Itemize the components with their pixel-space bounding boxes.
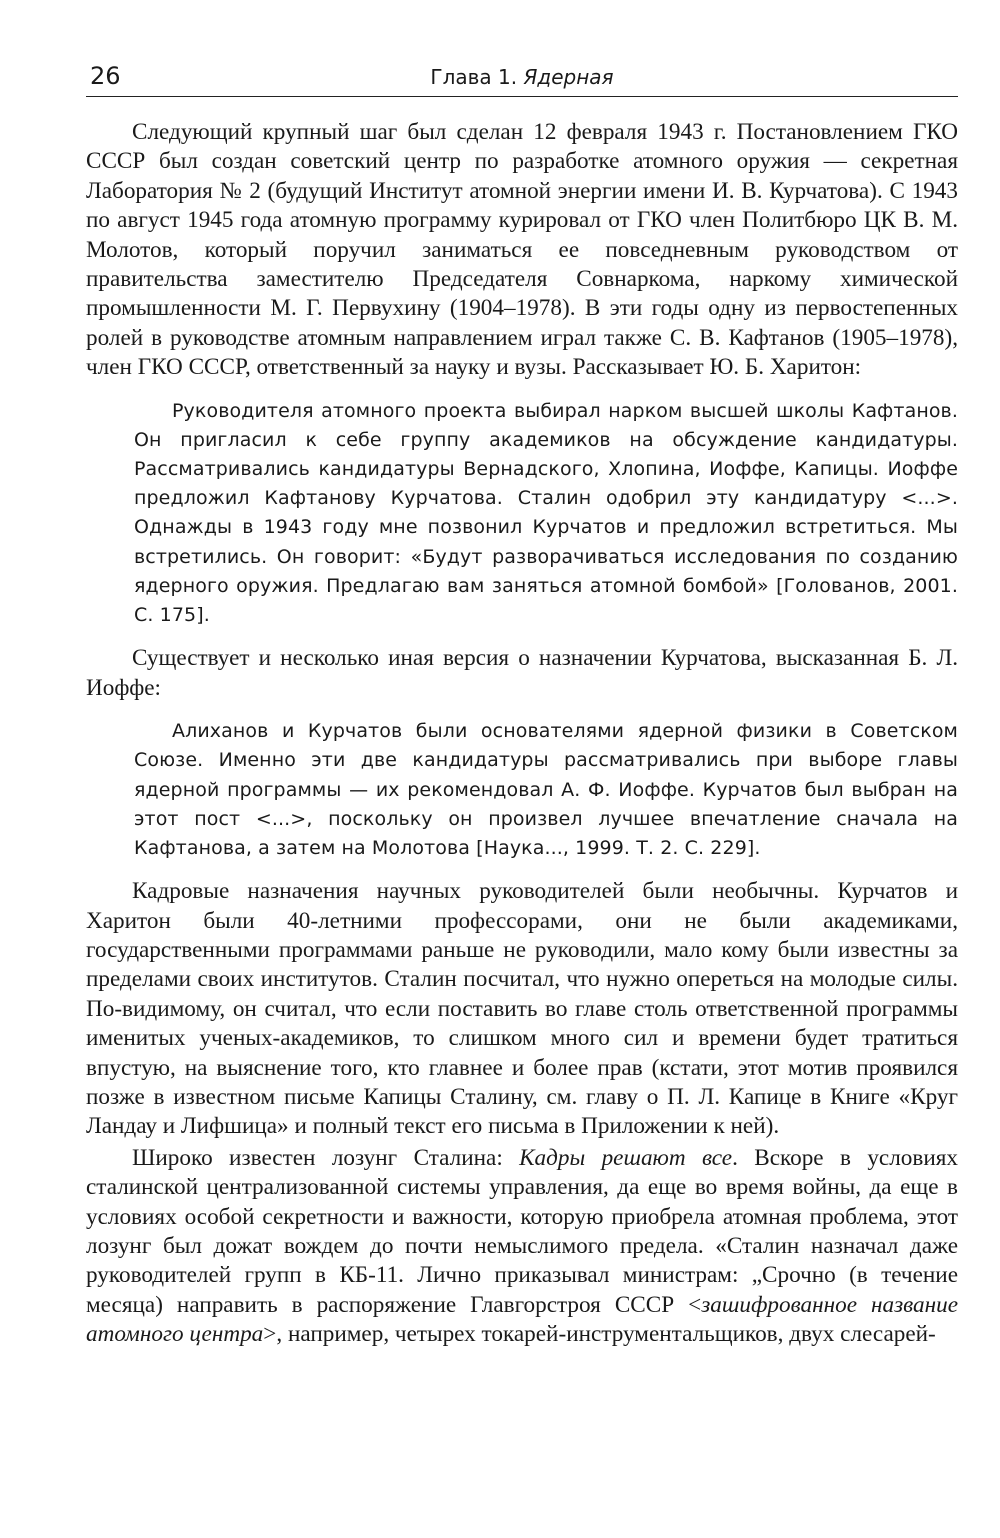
paragraph-1: Следующий крупный шаг был сделан 12 февраля 1943 г. Постановлением ГКО СССР был создан советский центр по разработке атомного оружия — секретная Лаборатория № 2 (будущий Институт атомной энергии имени И. В. Курчатова). С 1943 по август 1945 года атомную программу курировал от ГКО член Политбюро ЦК В. М. Молотов, который поручил заниматься ее повседневным руководством от правительства заместителю Председателя Совнаркома, наркому химической промышленности М. Г. Первухину (1904–1978). В эти годы одну из первостепенных ролей в руководстве атомным направлением играл также С. В. Кафтанов (1905–1978), член ГКО СССР, ответственный за науку и вузы. Рассказывает Ю. Б. Харитон: xyxy=(86,119,958,381)
chapter-label: Глава 1. xyxy=(430,65,518,89)
paragraph-4-middle: . Вскоре в условиях сталинской централизованной системы управления, да еще во время войны, да еще в условиях особой секретности и важности, которую приобрела атомная проблема, этот лозунг был дожат вождем до почти немыслимого предела. «Сталин назначал даже руководителей групп в КБ-11. Лично приказывал министрам: „Срочно (в течение месяца) направить в распоряжение Главгорстроя СССР < xyxy=(86,1144,958,1318)
paragraph-3: Кадровые назначения научных руководителей были необычны. Курчатов и Харитон были 40-летними профессорами, они не были академиками, государственными программами раньше не руководили, мало кому были известны за пределами своих институтов. Сталин посчитал, что нужно опереться на молодые силы. По-видимому, он считал, что если поставить во главе столь ответственной программы именитых ученых-академиков, то слишком много сил и времени будет тратиться впустую, на выяснение того, кто главнее и более прав (кстати, этот мотив проявился позже в известном письме Капицы Сталину, см. главу о П. Л. Капице в Книге «Круг Ландау и Лифшица» и полный текст его письма в Приложении к ней). xyxy=(86,878,958,1140)
quote-ioffe: Алиханов и Курчатов были основателями ядерной физики в Советском Союзе. Именно эти две кандидатуры рассматривались при выборе главы ядерной программы — их рекомендовал А. Ф. Иоффе. Курчатов был выбран на этот пост <...>, поскольку он произвел лучшее впечатление сначала на Кафтанова, а затем на Молотова [Наука..., 1999. Т. 2. С. 229]. xyxy=(134,720,958,859)
paragraph-4 xyxy=(86,1144,958,1350)
page-header xyxy=(86,56,958,97)
paragraph-4-start: Широко известен лозунг Сталина: xyxy=(132,1144,520,1171)
running-head xyxy=(86,64,958,90)
quote-khariton: Руководителя атомного проекта выбирал нарком высшей школы Кафтанов. Он пригласил к себе группу академиков на обсуждение кандидатуры. Рассматривались кандидатуры Вернадского, Хлопина, Иоффе, Капицы. Иоффе предложил Кафтанову Курчатова. Сталин одобрил эту кандидатуру <...>. Однажды в 1943 году мне позвонил Курчатов и предложил встретиться. Мы встретились. Он говорит: «Будут разворачиваться исследования по созданию ядерного оружия. Предлагаю вам заняться атомной бомбой» [Голованов, 2001. С. 175]. xyxy=(134,399,958,627)
chapter-title: Ядерная xyxy=(523,65,614,89)
slogan-italic: Кадры решают все xyxy=(519,1144,733,1171)
encrypted-name-italic: зашифрованное название атомного центра xyxy=(86,1291,959,1348)
paragraph-2: Существует и несколько иная версия о назначении Курчатова, высказанная Б. Л. Иоффе: xyxy=(86,645,958,701)
page-number: 26 xyxy=(90,62,121,90)
body-text xyxy=(86,118,958,1350)
paragraph-4-end: >, например, четырех токарей-инструментальщиков, двух слесарей- xyxy=(263,1321,936,1348)
